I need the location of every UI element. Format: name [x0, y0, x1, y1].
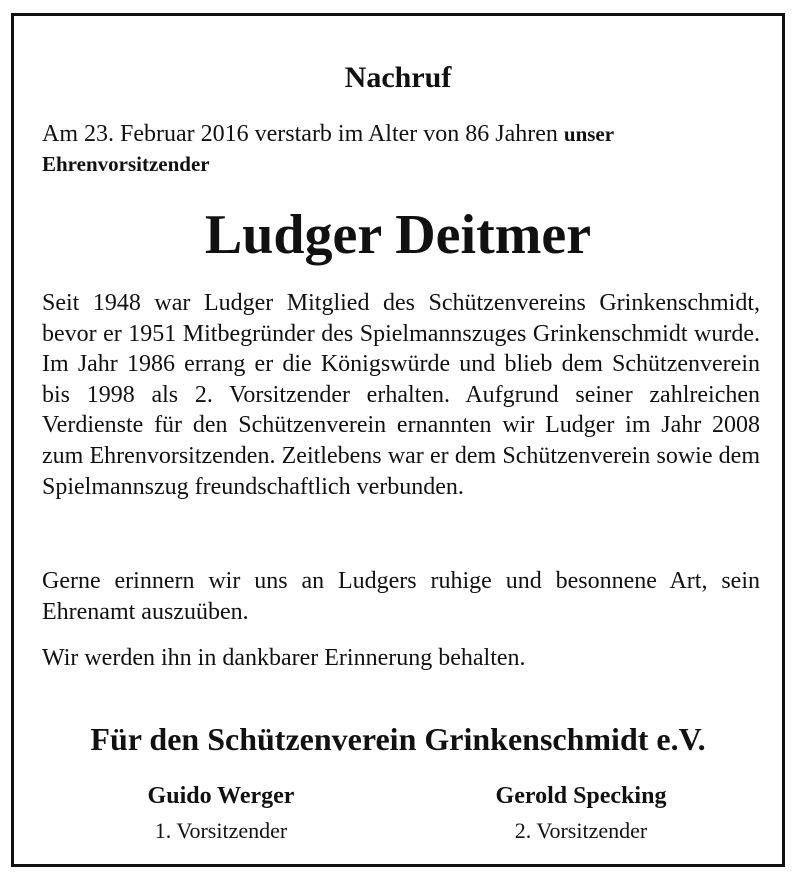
notice-heading: Nachruf [344, 61, 452, 94]
signatory-role: 1. Vorsitzender [154, 818, 288, 843]
organization-name: Für den Schützenverein Grinkenschmidt e.V. [90, 721, 706, 757]
signatory-second [451, 781, 711, 846]
memory-paragraph: Gerne erinnern wir uns an Ludgers ruhige und besonnene Art, sein Ehrenamt auszuüben. [42, 568, 760, 625]
intro-bold-text: unser Ehrenvorsitzender [42, 122, 614, 176]
biography-paragraph: Seit 1948 war Ludger Mitglied des Schützenvereins Grinkenschmidt, bevor er 1951 Mitbegründer des Spielmannszuges Grinkenschmidt wurde. Im Jahr 1986 errang er die Königswürde und blieb dem Schützenverein bis 1998 als 2. Vorsitzender erhalten. Aufgrund seiner zahlreichen Verdienste für den Schützenverein ernannten wir Ludger im Jahr 2008 zum Ehrenvorsitzenden. Zeitlebens war er dem Schützenverein sowie dem Spielmannszug freundschaftlich verbunden. [42, 290, 760, 500]
closing-paragraph: Wir werden ihn in dankbarer Erinnerung behalten. [42, 645, 526, 671]
signatory-name: Gerold Specking [495, 783, 667, 809]
deceased-name: Ludger Deitmer [204, 204, 592, 266]
intro-paragraph [42, 119, 760, 179]
intro-text: Am 23. Februar 2016 verstarb im Alter von 86 Jahren [42, 121, 564, 147]
signatory-first [91, 781, 351, 846]
obituary-notice [11, 13, 785, 867]
signatory-name: Guido Werger [147, 783, 295, 809]
signatory-role: 2. Vorsitzender [514, 818, 648, 843]
